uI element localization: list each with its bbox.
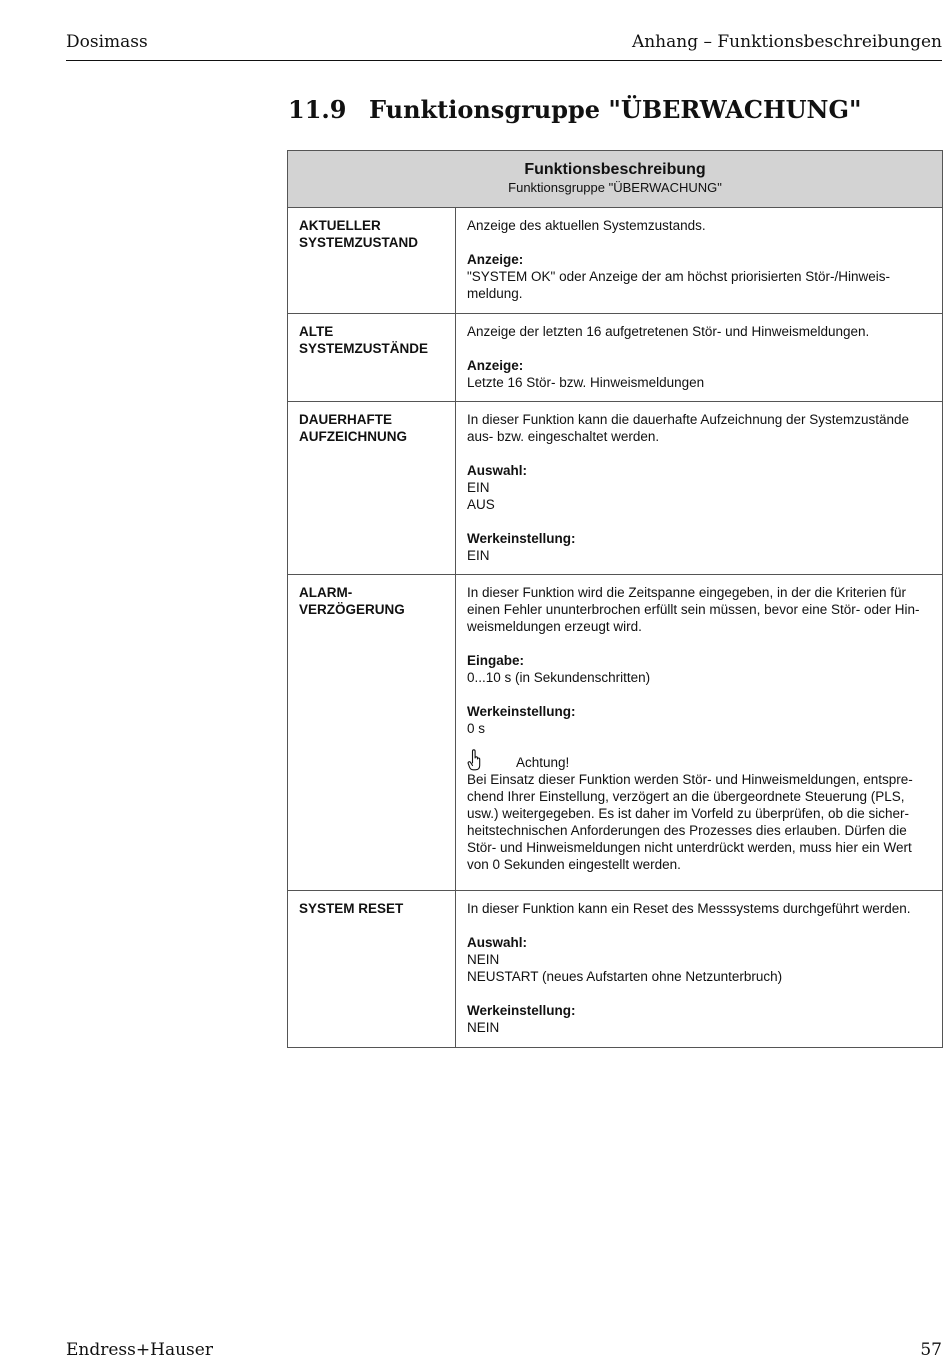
function-table	[287, 150, 943, 1048]
function-description	[456, 891, 942, 1047]
caution-text: heitstechnischen Anforderungen des Prozesses dies erlauben. Dürfen die	[467, 823, 907, 838]
description-text: weismeldungen erzeugt wird.	[467, 619, 642, 634]
function-description	[456, 575, 942, 890]
option-value: EIN	[467, 480, 490, 495]
description-text: In dieser Funktion kann ein Reset des Messsystems durchgeführt werden.	[467, 901, 911, 916]
option-label: Anzeige:	[467, 358, 524, 373]
option-value: meldung.	[467, 286, 523, 301]
caution-title: Achtung!	[516, 755, 570, 770]
default-value: NEIN	[467, 1020, 500, 1035]
option-value: NEUSTART (neues Aufstarten ohne Netzunterbruch)	[467, 969, 783, 984]
default-value: EIN	[467, 548, 490, 563]
option-label: Anzeige:	[467, 252, 524, 267]
function-name-line: VERZÖGERUNG	[299, 602, 405, 617]
default-value: 0 s	[467, 721, 486, 736]
header-product-name: Dosimass	[66, 32, 148, 52]
description-text: aus- bzw. eingeschaltet werden.	[467, 429, 660, 444]
function-name-line: SYSTEM RESET	[299, 901, 404, 916]
option-value: NEIN	[467, 952, 500, 967]
table-header-title: Funktionsbeschreibung	[524, 161, 706, 178]
default-label: Werkeinstellung:	[467, 1003, 576, 1018]
function-name	[288, 891, 456, 1047]
function-name-line: SYSTEMZUSTAND	[299, 235, 419, 250]
table-row	[288, 891, 942, 1047]
description-text: Anzeige der letzten 16 aufgetretenen Stör- und Hinweismeldungen.	[467, 324, 870, 339]
header-chapter-title: Anhang – Funktionsbeschreibungen	[631, 32, 942, 52]
default-label: Werkeinstellung:	[467, 704, 576, 719]
function-description	[456, 314, 942, 401]
option-value: "SYSTEM OK" oder Anzeige der am höchst priorisierten Stör-/Hinweis-	[467, 269, 890, 284]
option-label: Auswahl:	[467, 463, 528, 478]
pointing-hand-icon	[467, 749, 482, 771]
option-value: 0...10 s (in Sekundenschritten)	[467, 670, 651, 685]
function-name-line: AUFZEICHNUNG	[299, 429, 407, 444]
function-name-line: ALTE	[299, 324, 334, 339]
description-text: In dieser Funktion wird die Zeitspanne eingegeben, in der die Kriterien für	[467, 585, 907, 600]
table-header	[288, 151, 942, 208]
section-title: Funktionsgruppe "ÜBERWACHUNG"	[369, 95, 862, 124]
option-label: Auswahl:	[467, 935, 528, 950]
default-label: Werkeinstellung:	[467, 531, 576, 546]
header-divider	[66, 60, 942, 61]
caution-text: Stör- und Hinweismeldungen nicht unterdrückt werden, muss hier ein Wert	[467, 840, 912, 855]
option-value: Letzte 16 Stör- bzw. Hinweismeldungen	[467, 375, 705, 390]
option-value: AUS	[467, 497, 495, 512]
caution-text: Bei Einsatz dieser Funktion werden Stör- und Hinweismeldungen, entspre-	[467, 772, 913, 787]
function-name-line: ALARM-	[299, 585, 353, 600]
function-name-line: AKTUELLER	[299, 218, 381, 233]
caution-text: usw.) weitergegeben. Es ist daher im Vorfeld zu überprüfen, ob die sicher-	[467, 806, 909, 821]
description-text: In dieser Funktion kann die dauerhafte Aufzeichnung der Systemzustände	[467, 412, 910, 427]
section-heading	[288, 95, 862, 124]
table-row	[288, 314, 942, 402]
function-name-line: SYSTEMZUSTÄNDE	[299, 341, 429, 356]
table-row	[288, 402, 942, 575]
footer-company: Endress+Hauser	[66, 1340, 213, 1360]
caution-note-heading	[467, 751, 932, 771]
description-text: einen Fehler ununterbrochen erfüllt sein müssen, bevor eine Stör- oder Hin-	[467, 602, 920, 617]
caution-text: chend Ihrer Einstellung, verzögert an die übergeordnete Steuerung (PLS,	[467, 789, 905, 804]
table-header-subtitle: Funktionsgruppe "ÜBERWACHUNG"	[508, 180, 722, 195]
function-description	[456, 208, 942, 313]
function-name	[288, 575, 456, 890]
description-text: Anzeige des aktuellen Systemzustands.	[467, 218, 706, 233]
function-name	[288, 208, 456, 313]
function-name	[288, 314, 456, 401]
caution-text: von 0 Sekunden eingestellt werden.	[467, 857, 681, 872]
table-row	[288, 208, 942, 314]
function-name-line: DAUERHAFTE	[299, 412, 392, 427]
function-name	[288, 402, 456, 574]
option-label: Eingabe:	[467, 653, 525, 668]
table-row	[288, 575, 942, 891]
page-number: 57	[920, 1340, 942, 1360]
function-description	[456, 402, 942, 574]
section-number: 11.9	[288, 95, 347, 124]
